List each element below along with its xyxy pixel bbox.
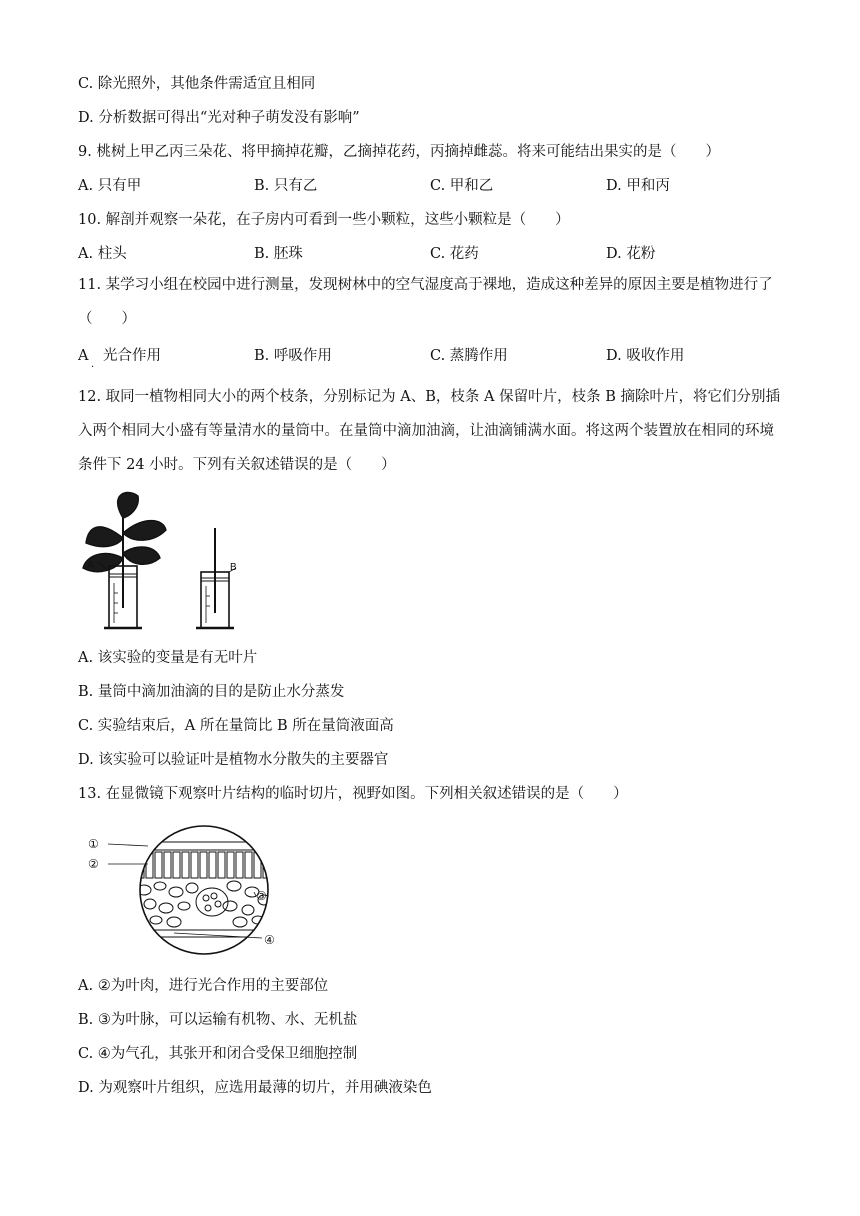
q10-option-c: C. 花药 (430, 246, 479, 262)
q10-option-d: D. 花粉 (606, 246, 656, 262)
q10-option-b: B. 胚珠 (254, 246, 303, 262)
q12-experiment-figure (78, 488, 258, 634)
q11-options (78, 346, 784, 366)
q11-stem: 11. 某学习小组在校园中进行测量，发现树林中的空气湿度高于裸地，造成这种差异的原因主要是植物进行了（ ） (78, 277, 773, 327)
setup-b-diagram (196, 528, 236, 628)
q12-stem: 12. 取同一植物相同大小的两个枝条，分别标记为 A、B，枝条 A 保留叶片，枝条 B 摘除叶片，将它们分别插入两个相同大小盛有等量清水的量筒中。在量筒中滴加油滴，让油滴铺满水面。将这两个装置放在相同的环境条件下 24 小时。下列有关叙述错误的是（ ） (78, 389, 780, 473)
q13-stem: 13. 在显微镜下观察叶片结构的临时切片，视野如图。下列相关叙述错误的是（ ） (78, 786, 628, 802)
q9-option-a: A. 只有甲 (78, 178, 142, 194)
q11-option-c: C. 蒸腾作用 (430, 348, 508, 364)
label-2: ② (88, 857, 99, 871)
q12-option-d: D. 该实验可以验证叶是植物水分散失的主要器官 (78, 752, 389, 768)
q11-option-a: A 光合作用 (78, 348, 161, 364)
q13-option-a: A. ②为叶肉，进行光合作用的主要部位 (78, 978, 329, 994)
q13-leaf-section-figure (84, 820, 294, 960)
q12-option-a: A. 该实验的变量是有无叶片 (78, 650, 258, 666)
setup-a-label: A (87, 560, 94, 571)
stray-dot: · (91, 362, 95, 373)
label-1: ① (88, 837, 99, 851)
q9-option-d: D. 甲和丙 (606, 178, 670, 194)
q9-option-b: B. 只有乙 (254, 178, 318, 194)
q10-stem: 10. 解剖并观察一朵花，在子房内可看到一些小颗粒，这些小颗粒是（ ） (78, 212, 570, 228)
q13-option-d: D. 为观察叶片组织，应选用最薄的切片，并用碘液染色 (78, 1080, 432, 1096)
q9-stem: 9. 桃树上甲乙丙三朵花、将甲摘掉花瓣，乙摘掉花药，丙摘掉雌蕊。将来可能结出果实的是（ ） (78, 144, 720, 160)
setup-b-label: B (230, 562, 237, 573)
q12-option-b: B. 量筒中滴加油滴的目的是防止水分蒸发 (78, 684, 345, 700)
label-pointers (108, 844, 262, 938)
q9-option-c: C. 甲和乙 (430, 178, 494, 194)
label-3: ③ (256, 889, 267, 903)
q13-option-b: B. ③为叶脉，可以运输有机物、水、无机盐 (78, 1012, 358, 1028)
vein-bundle (196, 888, 228, 916)
q12-option-c: C. 实验结束后，A 所在量筒比 B 所在量筒液面高 (78, 718, 394, 734)
spongy-layer (137, 881, 270, 927)
q10-options (78, 244, 784, 264)
q9-options (78, 176, 784, 196)
q13-option-c: C. ④为气孔，其张开和闭合受保卫细胞控制 (78, 1046, 358, 1062)
label-4: ④ (264, 933, 275, 947)
q8-option-c: C. 除光照外，其他条件需适宜且相同 (78, 76, 316, 92)
q8-option-d: D. 分析数据可得出“光对种子萌发没有影响” (78, 110, 360, 126)
q11-option-b: B. 呼吸作用 (254, 348, 332, 364)
q10-option-a: A. 柱头 (78, 246, 127, 262)
setup-a-diagram (83, 492, 166, 628)
q11-option-d: D. 吸收作用 (606, 348, 685, 364)
